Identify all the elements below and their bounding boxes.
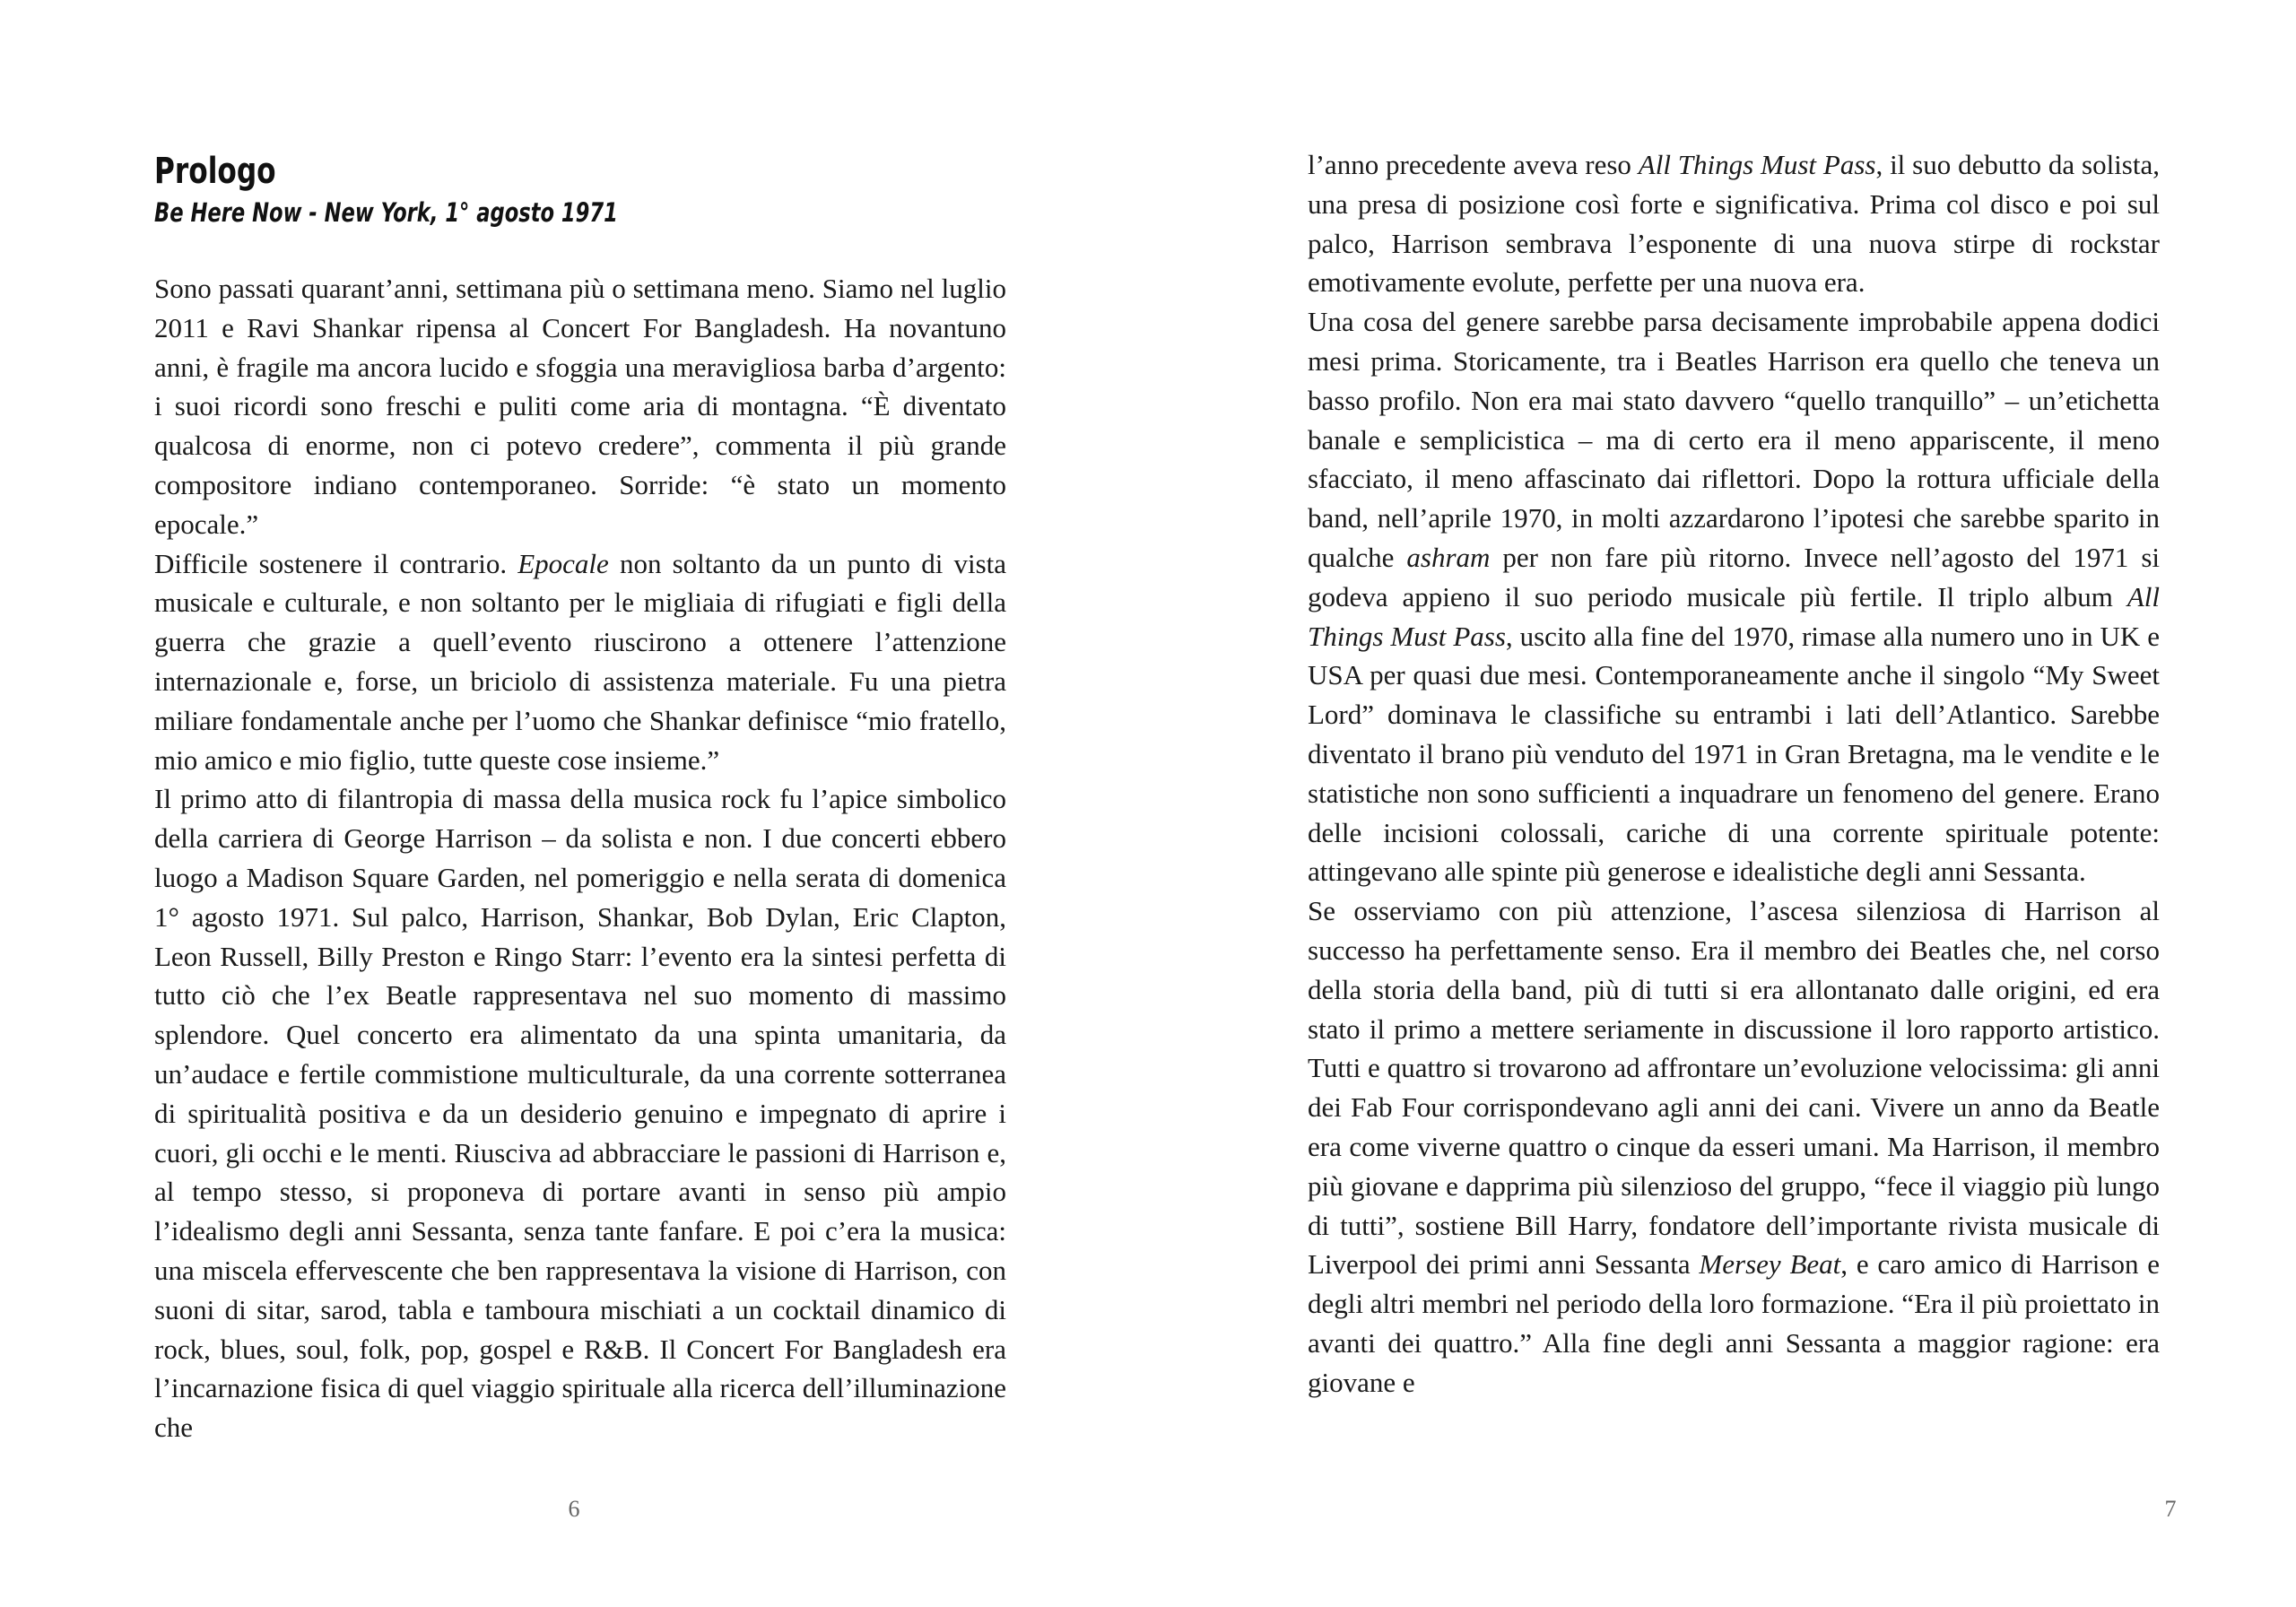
italic-text: ashram [1406,541,1491,573]
italic-text: Mersey Beat [1699,1248,1841,1281]
text-segment: per non fare più ritorno. Invece nell’agosto del 1971 si godeva appieno il suo periodo musicale più fertile. Il triplo album [1308,541,2160,612]
chapter-heading [154,149,819,231]
right-page [1148,0,2296,1607]
right-page-body [1308,145,2160,1403]
text-segment: , e caro amico di Harrison e degli altri membri nel periodo della loro formazione. “Era il più proiettato in avanti dei quattro.” Alla fine degli anni Sessanta a maggior ragione: era giovane e [1308,1248,2160,1398]
chapter-subtitle: Be Here Now - New York, 1° agosto 1971 [154,197,618,228]
paragraph [1308,145,2160,302]
text-segment: l’anno precedente aveva reso [1308,149,1639,180]
text-segment: Se osserviamo con più attenzione, l’ascesa silenziosa di Harrison al successo ha perfettamente senso. Era il membro dei Beatles che, nel corso della storia della band, più di tutti si era allontanato dalle origini, ed era stato il primo a mettere seriamente in discussione il loro rapporto artistico. Tutti e quattro si trovarono ad affrontare un’evoluzione velocissima: gli anni dei Fab Four corrispondevano agli anni dei cani. Vivere un anno da Beatle era come viverne quattro o cinque da esseri umani. Ma Harrison, il membro più giovane e dapprima più silenzioso del gruppo, “fece il viaggio più lungo di tutti”, sostiene Bill Harry, fondatore dell’importante rivista musicale di Liverpool dei primi anni Sessanta [1308,895,2160,1281]
text-segment: , il suo debutto da solista, una presa di posizione così forte e significativa. Prima col disco e poi sul palco, Harrison sembrava l’esponente di una nuova stirpe di rockstar emotivamente evolute, perfette per una nuova era. [1308,149,2160,299]
paragraph [1308,891,2160,1402]
italic-text: Epocale [517,547,609,579]
text-segment: Il primo atto di filantropia di massa della musica rock fu l’apice simbolico della carriera di George Harrison – da solista e non. I due concerti ebbero luogo a Madison Square Garden, nel pomeriggio e nella serata di domenica 1° agosto 1971. Sul palco, Harrison, Shankar, Bob Dylan, Eric Clapton, Leon Russell, Billy Preston e Ringo Starr: l’evento era la sintesi perfetta di tutto ciò che l’ex Beatle rappresentava nel suo momento di massimo splendore. Quel concerto era alimentato da una spinta umanitaria, da un’audace e fertile commistione multiculturale, da una corrente sotterranea di spiritualità positiva e da un desiderio genuino e impegnato di aprire i cuori, gli occhi e le menti. Riusciva ad abbracciare le passioni di Harrison e, al tempo stesso, si proponeva di portare avanti in senso più ampio l’idealismo degli anni Sessanta, senza tante fanfare. E poi c’era la musica: una miscela effervescente che ben rappresentava la visione di Harrison, con suoni di sitar, sarod, tabla e tamboura mischiati a un cocktail dinamico di rock, blues, soul, folk, pop, gospel e R&B. Il Concert For Bangladesh era l’incarnazione fisica di quel viaggio spirituale alla ricerca dell’illuminazione che [154,783,1006,1444]
left-page-body [154,269,1006,1447]
text-segment: Sono passati quarant’anni, settimana più o settimana meno. Siamo nel luglio 2011 e Ravi Shankar ripensa al Concert For Bangladesh. Ha novantuno anni, è fragile ma ancora lucido e sfoggia una meravigliosa barba d’argento: i suoi ricordi sono freschi e puliti come aria di montagna. “È diventato qualcosa di enorme, non ci potevo credere”, commenta il più grande compositore indiano contemporaneo. Sorride: “è stato un momento epocale.” [154,273,1006,540]
chapter-title: Prologo [154,151,276,192]
text-segment: Difficile sostenere il contrario. [154,547,518,579]
page-number: 6 [568,1496,580,1522]
paragraph [154,779,1006,1447]
text-segment: , uscito alla fine del 1970, rimase alla numero uno in UK e USA per quasi due mesi. Contemporaneamente anche il singolo “My Sweet Lord” dominava le classifiche su entrambi i lati dell’Atlantico. Sarebbe diventato il brano più venduto del 1971 in Gran Bretagna, ma le vendite e le statistiche non sono sufficienti a inquadrare un fenomeno del genere. Erano delle incisioni colossali, cariche di una corrente spirituale potente: attingevano alle spinte più generose e idealistiche degli anni Sessanta. [1308,620,2161,888]
text-segment: Una cosa del genere sarebbe parsa decisamente improbabile appena dodici mesi prima. Storicamente, tra i Beatles Harrison era quello che teneva un basso profilo. Non era mai stato davvero “quello tranquillo” – un’etichetta banale e semplicistica – ma di certo era il meno appariscente, il meno sfacciato, il meno affascinato dai riflettori. Dopo la rottura ufficiale della band, nell’aprile 1970, in molti azzardarono l’ipotesi che sarebbe sparito in qualche [1308,306,2160,573]
italic-text: All Things Must Pass [1638,149,1876,180]
italic-text: All Things Must Pass [1308,580,2160,652]
text-segment: non soltanto da un punto di vista musicale e culturale, e non soltanto per le migliaia di rifugiati e figli della guerra che grazie a quell’evento riuscirono a ottenere l’attenzione internazionale e, forse, un briciolo di assistenza materiale. Fu una pietra miliare fondamentale anche per l’uomo che Shankar definisce “mio fratello, mio amico e mio figlio, tutte queste cose insieme.” [154,547,1007,776]
page-number: 7 [2164,1496,2177,1522]
paragraph [154,269,1006,544]
paragraph [154,544,1006,780]
paragraph [1308,302,2160,891]
